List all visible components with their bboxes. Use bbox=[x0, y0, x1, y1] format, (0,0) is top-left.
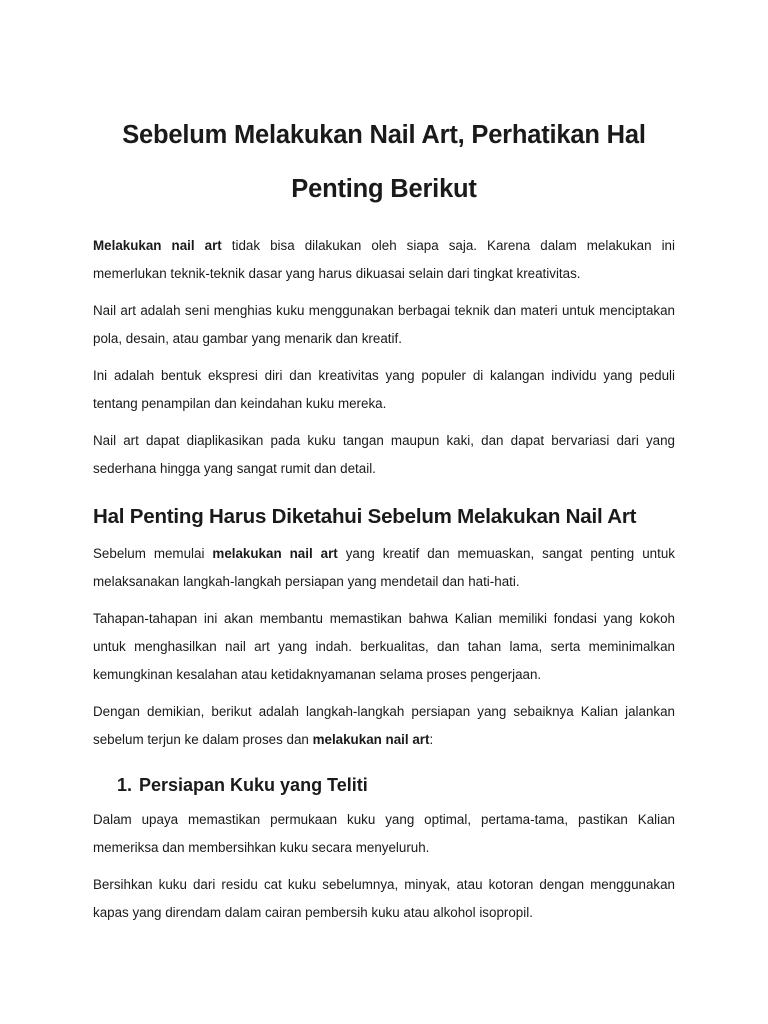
section-paragraph-1-after: yang kreatif dan memuaskan, sangat penting untuk melaksanakan langkah-langkah persiapan yang mendetail dan hati-hati. bbox=[93, 546, 675, 589]
page-title-line-1: Sebelum Melakukan Nail Art, Perhatikan Hal bbox=[122, 121, 646, 149]
step-1-number: 1. bbox=[117, 775, 133, 795]
section-paragraph-3-before: Dengan demikian, berikut adalah langkah-langkah persiapan yang sebaiknya Kalian jalankan sebelum terjun ke dalam proses dan bbox=[93, 704, 675, 747]
section-paragraph-1-before: Sebelum memulai bbox=[93, 546, 213, 561]
intro-paragraph-1-text: tidak bisa dilakukan oleh siapa saja. Karena dalam melakukan ini memerlukan teknik-teknik dasar yang harus dikuasai selain dari tingkat kreativitas. bbox=[93, 238, 675, 281]
section-paragraph-3 bbox=[93, 698, 675, 754]
intro-paragraph-1 bbox=[93, 232, 675, 288]
section-paragraph-3-bold: melakukan nail art bbox=[312, 732, 430, 747]
section-paragraph-1 bbox=[93, 540, 675, 596]
step-1-paragraph-2: Bersihkan kuku dari residu cat kuku sebelumnya, minyak, atau kotoran dengan menggunakan kapas yang direndam dalam cairan pembersih kuku atau alkohol isopropil. bbox=[93, 877, 675, 920]
section-paragraph-3-after: : bbox=[429, 732, 434, 747]
section-paragraph-2: Tahapan-tahapan ini akan membantu memastikan bahwa Kalian memiliki fondasi yang kokoh untuk menghasilkan nail art yang indah. berkualitas, dan tahan lama, serta meminimalkan kemungkinan kesalahan atau ketidaknyamanan selama proses pengerjaan. bbox=[93, 611, 675, 682]
intro-paragraph-4: Nail art dapat diaplikasikan pada kuku tangan maupun kaki, dan dapat bervariasi dari yang sederhana hingga yang sangat rumit dan detail. bbox=[93, 433, 675, 476]
step-1-heading bbox=[93, 772, 675, 798]
intro-paragraph-3: Ini adalah bentuk ekspresi diri dan kreativitas yang populer di kalangan individu yang peduli tentang penampilan dan keindahan kuku mereka. bbox=[93, 368, 675, 411]
step-1-title: Persiapan Kuku yang Teliti bbox=[139, 775, 368, 795]
page-title bbox=[93, 108, 675, 216]
intro-bold-phrase: Melakukan nail art bbox=[93, 238, 222, 253]
step-1-paragraph-1: Dalam upaya memastikan permukaan kuku yang optimal, pertama-tama, pastikan Kalian memeriksa dan membersihkan kuku secara menyeluruh. bbox=[93, 812, 675, 855]
page-title-line-2: Penting Berikut bbox=[291, 175, 477, 203]
section-heading: Hal Penting Harus Diketahui Sebelum Melakukan Nail Art bbox=[93, 505, 637, 528]
section-paragraph-1-bold: melakukan nail art bbox=[212, 546, 338, 561]
intro-paragraph-2: Nail art adalah seni menghias kuku menggunakan berbagai teknik dan materi untuk menciptakan pola, desain, atau gambar yang menarik dan kreatif. bbox=[93, 303, 675, 346]
